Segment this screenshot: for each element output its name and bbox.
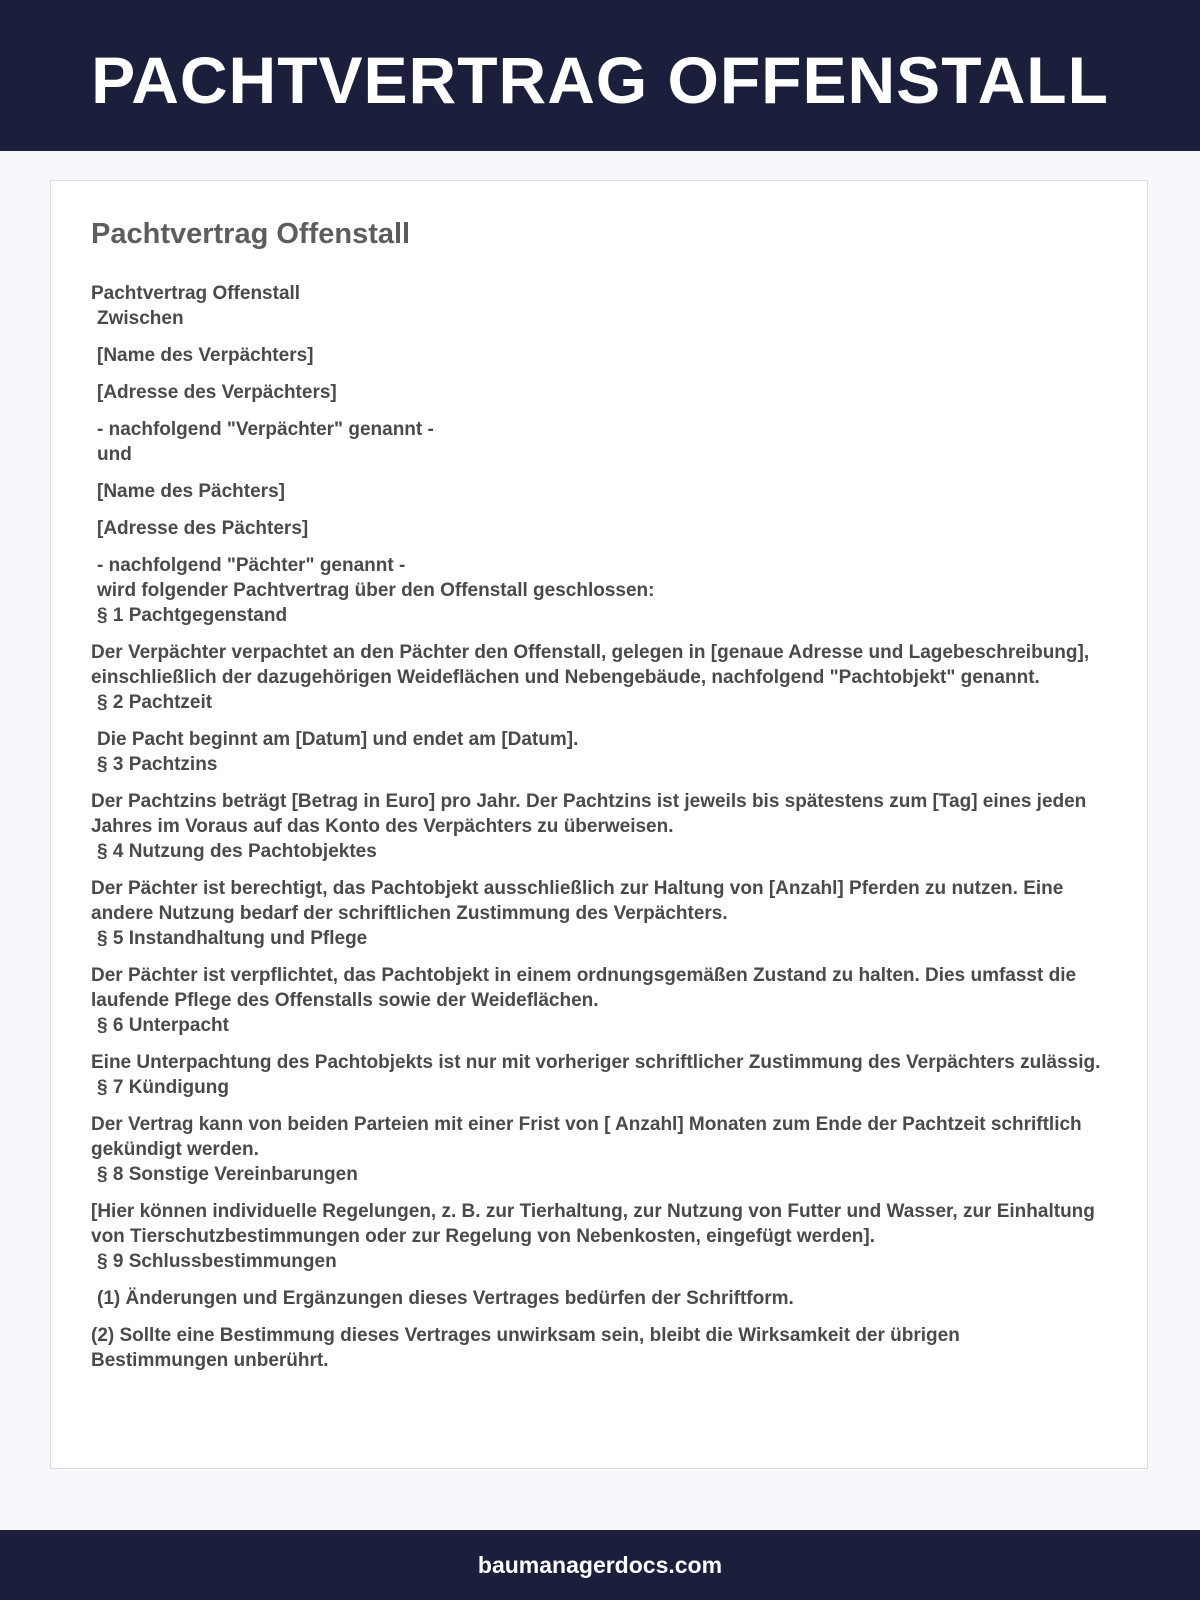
lessee-address: [Adresse des Pächters] — [97, 518, 309, 539]
header-title: PACHTVERTRAG OFFENSTALL — [91, 42, 1109, 117]
lessee-name: [Name des Pächters] — [97, 481, 285, 502]
between-label: Zwischen — [97, 308, 184, 329]
section-5-text: Der Pächter ist verpflichtet, das Pachtobjekt in einem ordnungsgemäßen Zustand zu halten. Dies umfasst die laufende Pflege des Offenstalls sowie der Weideflächen. — [91, 965, 1077, 1011]
section-9-text-2: (2) Sollte eine Bestimmung dieses Vertrages unwirksam sein, bleibt die Wirksamkeit der übrigen Bestimmungen unberührt. — [91, 1325, 960, 1371]
document-heading: Pachtvertrag Offenstall — [91, 218, 411, 250]
page-header — [0, 0, 1200, 151]
page-footer — [0, 1530, 1200, 1600]
section-7-title: § 7 Kündigung — [97, 1077, 229, 1098]
and-label: und — [97, 444, 132, 465]
section-6-title: § 6 Unterpacht — [97, 1015, 229, 1036]
section-4-title: § 4 Nutzung des Pachtobjektes — [97, 841, 377, 862]
section-2-text: Die Pacht beginnt am [Datum] und endet am [Datum]. — [97, 729, 579, 750]
section-5-title: § 5 Instandhaltung und Pflege — [97, 928, 368, 949]
lessor-name: [Name des Verpächters] — [97, 345, 314, 366]
lessor-address: [Adresse des Verpächters] — [97, 382, 337, 403]
section-8-title: § 8 Sonstige Vereinbarungen — [97, 1164, 358, 1185]
section-4-text: Der Pächter ist berechtigt, das Pachtobjekt ausschließlich zur Haltung von [Anzahl] Pferden zu nutzen. Eine andere Nutzung bedarf der schriftlichen Zustimmung des Verpächters. — [91, 878, 1064, 924]
agreement-statement: wird folgender Pachtvertrag über den Offenstall geschlossen: — [97, 580, 655, 601]
lessor-designation: - nachfolgend "Verpächter" genannt - — [97, 419, 434, 440]
intro-title: Pachtvertrag Offenstall — [91, 283, 301, 304]
lessee-designation: - nachfolgend "Pächter" genannt - — [97, 555, 406, 576]
document-body — [91, 281, 1101, 1385]
section-3-title: § 3 Pachtzins — [97, 754, 218, 775]
section-1-text: Der Verpächter verpachtet an den Pächter den Offenstall, gelegen in [genaue Adresse und Lagebeschreibung], einschließlich der dazugehörigen Weideflächen und Nebengebäude, nachfolgend "Pachtobjekt" genannt. — [91, 642, 1090, 688]
section-8-text: [Hier können individuelle Regelungen, z. B. zur Tierhaltung, zur Nutzung von Futter und Wasser, zur Einhaltung von Tierschutzbestimmungen oder zur Regelung von Nebenkosten, eingefügt werden]. — [91, 1201, 1095, 1247]
section-9-text-1: (1) Änderungen und Ergänzungen dieses Vertrages bedürfen der Schriftform. — [97, 1288, 794, 1309]
section-3-text: Der Pachtzins beträgt [Betrag in Euro] pro Jahr. Der Pachtzins ist jeweils bis spätestens zum [Tag] eines jeden Jahres im Voraus auf das Konto des Verpächters zu überweisen. — [91, 791, 1087, 837]
section-7-text: Der Vertrag kann von beiden Parteien mit einer Frist von [ Anzahl] Monaten zum Ende der Pachtzeit schriftlich gekündigt werden. — [91, 1114, 1082, 1160]
section-6-text: Eine Unterpachtung des Pachtobjekts ist nur mit vorheriger schriftlicher Zustimmung des Verpächters zulässig. — [91, 1052, 1101, 1073]
document-card — [50, 180, 1148, 1469]
section-1-title: § 1 Pachtgegenstand — [97, 605, 288, 626]
section-2-title: § 2 Pachtzeit — [97, 692, 213, 713]
section-9-title: § 9 Schlussbestimmungen — [97, 1251, 337, 1272]
footer-site-link[interactable]: baumanagerdocs.com — [477, 1551, 723, 1578]
